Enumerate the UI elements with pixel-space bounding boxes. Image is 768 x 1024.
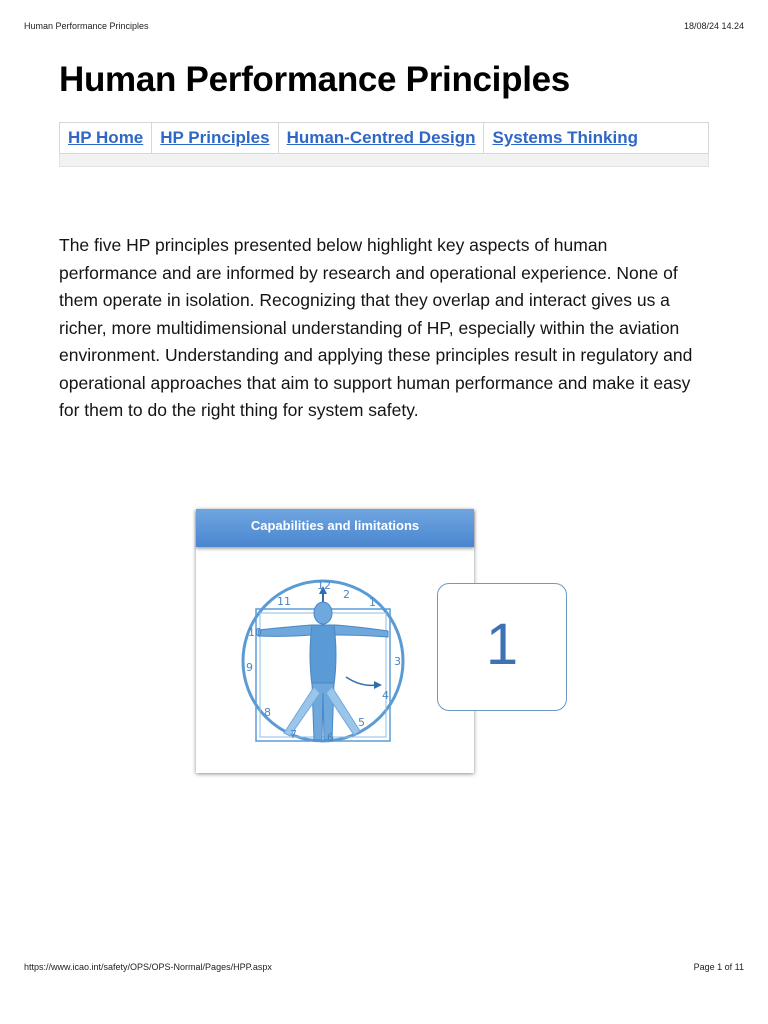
nav-cell-hp-home [60,123,152,153]
vitruvian-figure-icon [236,575,426,770]
clock-hand-head [374,681,382,689]
principle-card[interactable] [196,509,474,773]
figure-head [314,602,332,624]
principle-number: 1 [485,612,519,677]
clock-number-8: 8 [264,706,271,719]
nav-link-human-centred-design[interactable]: Human-Centred Design [286,128,476,147]
clock-hand [346,677,376,685]
clock-number-4: 4 [382,689,389,702]
nav-link-hp-home[interactable]: HP Home [68,128,144,147]
principle-banner: Capabilities and limitations [196,509,474,547]
clock-number-1: 1 [369,596,376,609]
nav-link-hp-principles[interactable]: HP Principles [160,128,270,147]
clock-number-6: 6 [327,731,334,744]
clock-number-2: 2 [343,588,350,601]
nav-cell-hp-principles [152,123,278,153]
clock-number-3: 3 [394,655,401,668]
nav-links-table [59,122,709,166]
clock-number-11: 11 [277,595,291,608]
figure-torso [310,625,336,685]
print-footer-url: https://www.icao.int/safety/OPS/OPS-Normal/Pages/HPP.aspx [24,962,272,972]
clock-number-7: 7 [290,728,297,741]
nav-cell-human-centred-design [279,123,485,153]
print-footer [24,962,744,974]
nav-table-empty-row [59,154,709,167]
intro-paragraph: The five HP principles presented below highlight key aspects of human performance and are informed by research and operational experience. None of them operate in isolation. Recognizing that they overlap and interact gives us a richer, more multidimensional understanding of HP, especially within the aviation environment. Understanding and applying these principles result in regulatory and operational approaches that aim to support human performance and make it easy for them to do the right thing for system safety. [59,235,693,420]
clock-number-9: 9 [246,661,253,674]
print-header-datetime: 18/08/24 14.24 [683,21,744,31]
nav-link-systems-thinking[interactable]: Systems Thinking [492,128,638,147]
clock-number-10: 10 [248,626,262,639]
print-header-title: Human Performance Principles [24,21,149,31]
page-title: Human Performance Principles [59,60,570,99]
clock-number-5: 5 [358,716,365,729]
print-header [24,21,744,33]
print-footer-page-label: Page 1 of 11 [693,962,744,972]
nav-row [59,122,709,154]
principle-number-box[interactable] [437,583,567,711]
clock-number-12: 12 [317,579,331,592]
nav-cell-systems-thinking [484,123,708,153]
